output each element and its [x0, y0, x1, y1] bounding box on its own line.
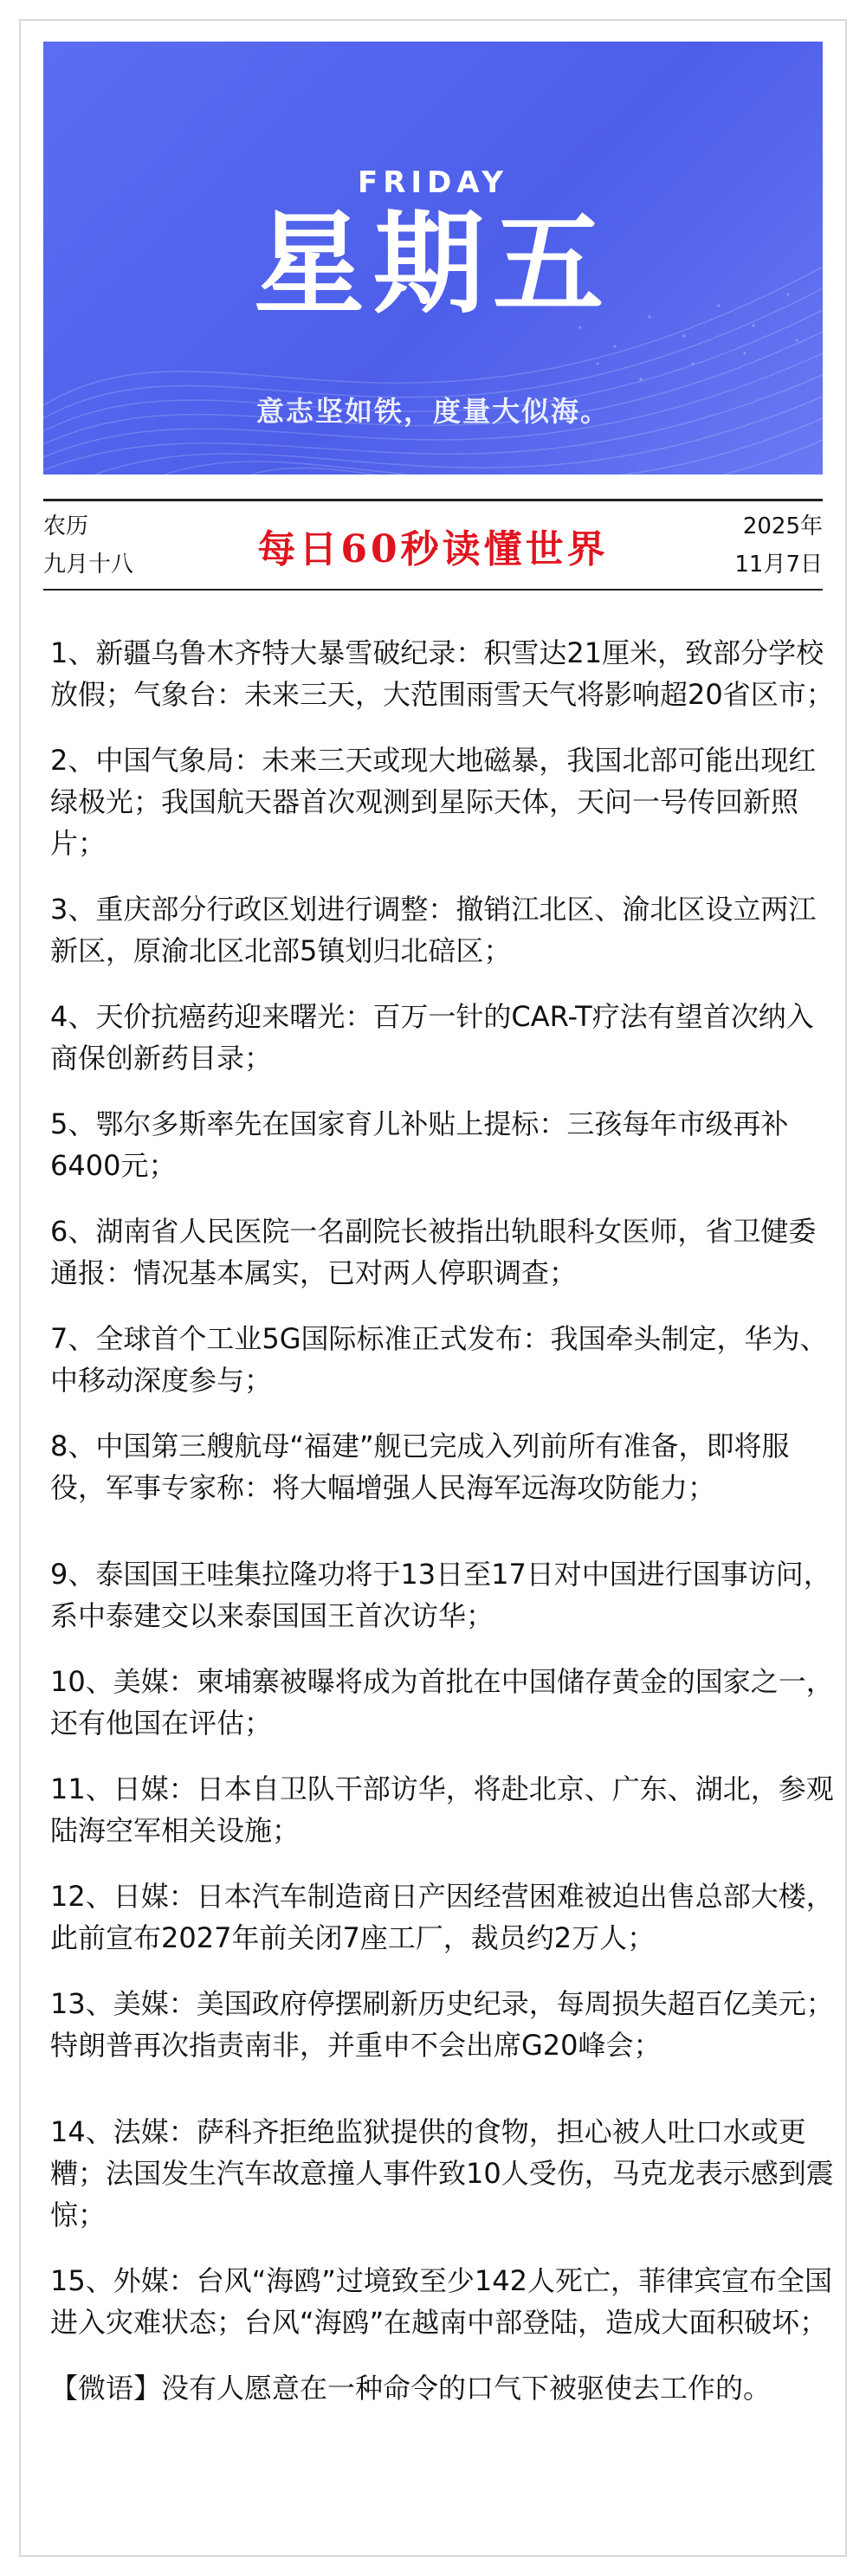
news-item: 4、天价抗癌药迎来曙光：百万一针的CAR-T疗法有望首次纳入商保创新药目录；: [50, 1000, 814, 1075]
year-label: 2025年: [742, 513, 823, 539]
news-item: 7、全球首个工业5G国际标准正式发布：我国牵头制定，华为、中移动深度参与；: [50, 1322, 828, 1397]
header-rule-bottom: [43, 589, 823, 591]
weekday-english: FRIDAY: [358, 165, 508, 200]
header-rule-top: [43, 499, 823, 501]
news-item: 14、法媒：萨科齐拒绝监狱提供的食物，担心被人吐口水或更糟；法国发生汽车故意撞人事件致10人受伤，马克龙表示感到震惊；: [50, 2115, 834, 2231]
news-item: 10、美媒：柬埔寨被曝将成为首批在中国储存黄金的国家之一，还有他国在评估；: [50, 1665, 834, 1740]
news-item: 13、美媒：美国政府停摆刷新历史纪录，每周损失超百亿美元；特朗普再次指责南非，并重申不会出席G20峰会；: [50, 1987, 834, 2062]
news-item: 6、湖南省人民医院一名副院长被指出轨眼科女医师，省卫健委通报：情况基本属实，已对两人停职调查；: [50, 1215, 817, 1289]
news-item: 9、泰国国王哇集拉隆功将于13日至17日对中国进行国事访问，系中泰建交以来泰国国王首次访华；: [50, 1558, 831, 1632]
news-item: 8、中国第三艘航母“福建”舰已完成入列前所有准备，即将服役，军事专家称：将大幅增强人民海军远海攻防能力；: [50, 1430, 790, 1504]
month-day-label: 11月7日: [734, 552, 823, 578]
page-title: 每日60秒读懂世界: [257, 527, 609, 571]
news-item: 2、中国气象局：未来三天或现大地磁暴，我国北部可能出现红绿极光；我国航天器首次观测到星际天体，天问一号传回新照片；: [50, 744, 817, 860]
news-item: 11、日媒：日本自卫队干部访华，将赴北京、广东、湖北，参观陆海空军相关设施；: [50, 1772, 834, 1847]
news-item: 12、日媒：日本汽车制造商日产因经营困难被迫出售总部大楼，此前宣布2027年前关闭7座工厂，裁员约2万人；: [50, 1880, 834, 1954]
news-item: 3、重庆部分行政区划进行调整：撤销江北区、渝北区设立两江新区，原渝北区北部5镇划归北碚区；: [50, 893, 817, 967]
news-list: [50, 632, 838, 2409]
daily-quote: 【微语】没有人愿意在一种命令的口气下被驱使去工作的。: [50, 2372, 772, 2405]
banner-motto: 意志坚如铁，度量大似海。: [255, 395, 610, 428]
weekday-chinese: 星期五: [253, 200, 612, 329]
news-item: 15、外媒：台风“海鸥”过境致至少142人死亡，菲律宾宣布全国进入灾难状态；台风“海鸥”在越南中部登陆，造成大面积破坏；: [50, 2264, 832, 2339]
news-item: 1、新疆乌鲁木齐特大暴雪破纪录：积雪达21厘米，致部分学校放假；气象台：未来三天，大范围雨雪天气将影响超20省区市；: [50, 636, 834, 711]
header-banner: [43, 42, 823, 475]
news-item: 5、鄂尔多斯率先在国家育儿补贴上提标：三孩每年市级再补6400元；: [50, 1107, 789, 1182]
lunar-date: 九月十八: [43, 552, 134, 578]
lunar-label: 农历: [43, 513, 89, 539]
gregorian-date-block: [734, 507, 823, 584]
